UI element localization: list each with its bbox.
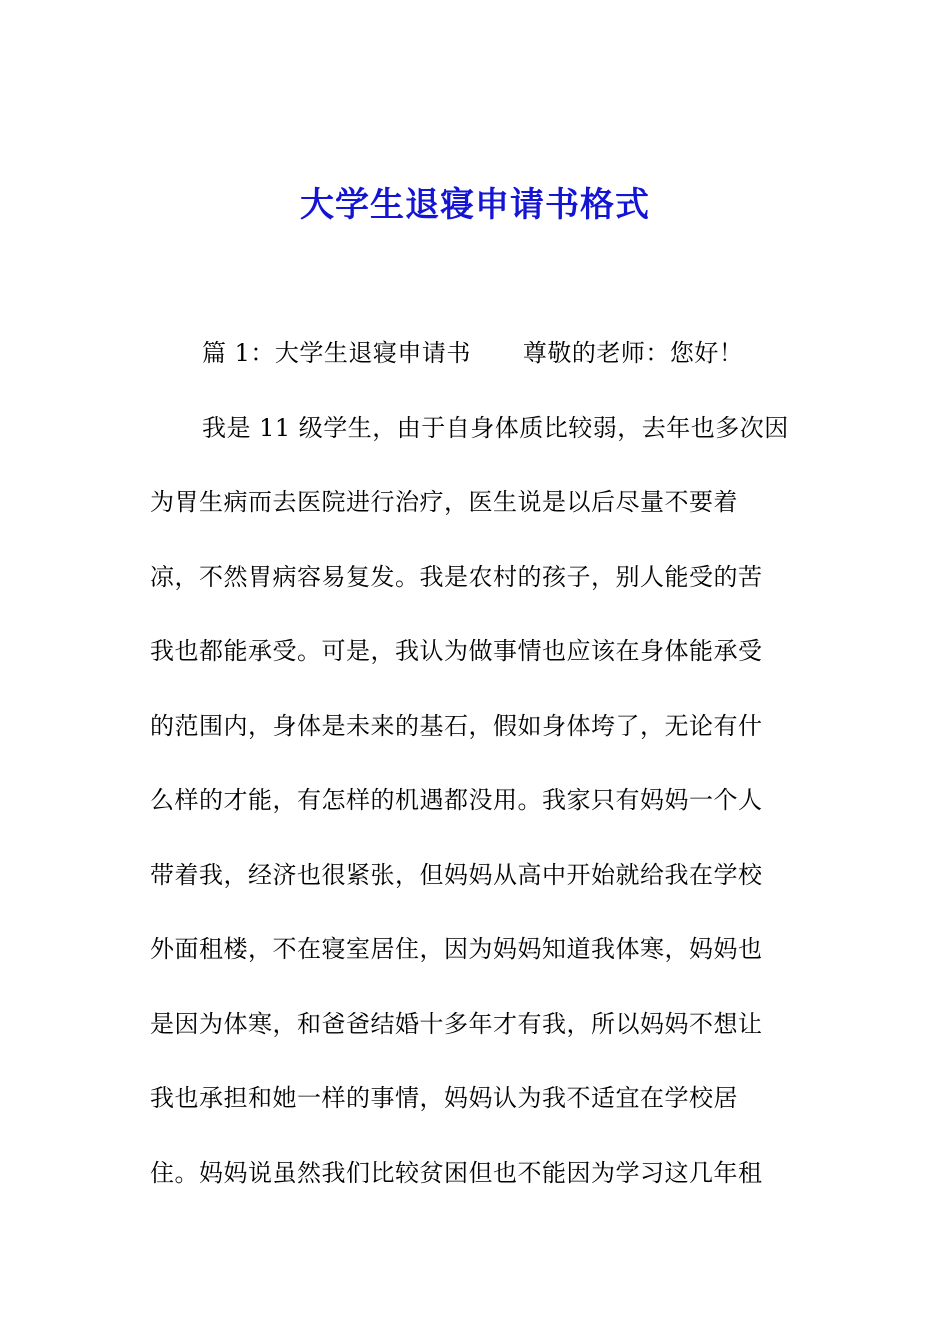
text-line: 的范围内，身体是未来的基石，假如身体垮了，无论有什 <box>150 711 763 740</box>
text-line: 带着我，经济也很紧张，但妈妈从高中开始就给我在学校 <box>150 860 763 889</box>
text-line: 凉，不然胃病容易复发。我是农村的孩子，别人能受的苦 <box>150 562 763 591</box>
text-line: 外面租楼，不在寝室居住，因为妈妈知道我体寒，妈妈也 <box>150 935 763 963</box>
text-line: 住。妈妈说虽然我们比较贫困但也不能因为学习这几年租 <box>150 1158 763 1187</box>
text-line: 是因为体寒，和爸爸结婚十多年才有我，所以妈妈不想让 <box>150 1009 763 1038</box>
text-line: 为胃生病而去医院进行治疗，医生说是以后尽量不要着 <box>150 488 738 516</box>
document-title: 大学生退寝申请书格式 <box>300 185 650 225</box>
text-line: 我是 11 级学生，由于自身体质比较弱，去年也多次因 <box>202 413 789 442</box>
salutation: 尊敬的老师：您好！ <box>522 339 744 367</box>
document-body <box>150 330 810 1224</box>
text-line: 我也承担和她一样的事情，妈妈认为我不适宜在学校居 <box>150 1084 738 1112</box>
text-line: 我也都能承受。可是，我认为做事情也应该在身体能承受 <box>150 637 763 665</box>
paragraph-first-line <box>150 330 810 405</box>
section-heading: 篇 1：大学生退寝申请书 <box>202 339 471 367</box>
text-line: 么样的才能，有怎样的机遇都没用。我家只有妈妈一个人 <box>150 786 763 814</box>
